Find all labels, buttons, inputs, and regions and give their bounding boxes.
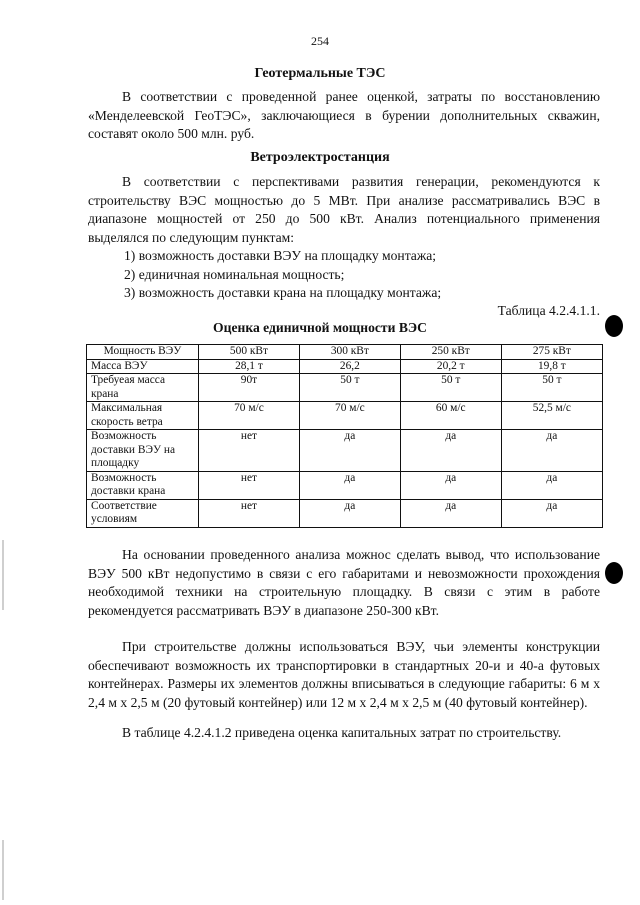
table-title: Оценка единичной мощности ВЭС: [213, 320, 427, 335]
table-row-label: Возможность доставки крана: [87, 471, 199, 499]
table-header-cell: 300 кВт: [299, 345, 400, 360]
table-row-label: Возможность доставки ВЭУ на площадку: [87, 430, 199, 472]
table-cell: да: [299, 430, 400, 472]
table-row-label: Требуеая масса крана: [87, 374, 199, 402]
table-header-cell: 250 кВт: [400, 345, 501, 360]
table-cell: 52,5 м/с: [501, 402, 602, 430]
table-cell: да: [400, 471, 501, 499]
table-cell: нет: [199, 430, 300, 472]
table-cell: 26,2: [299, 359, 400, 374]
scan-edge-mark: [2, 540, 4, 610]
table-row: [87, 471, 603, 499]
criteria-list: [124, 247, 441, 303]
paragraph-geothermal: В соответствии с проведенной ранее оценкой, затраты по восстановлению «Менделеевской ГеоТЭС», заключающиеся в бурении дополнительных скважин, составят около 500 млн. руб.: [88, 89, 600, 142]
scan-edge-mark: [2, 840, 4, 900]
table-cell: 70 м/с: [199, 402, 300, 430]
table-row: [87, 402, 603, 430]
table-cell: да: [299, 471, 400, 499]
list-item: 1) возможность доставки ВЭУ на площадку монтажа;: [124, 248, 437, 263]
table-cell: 19,8 т: [501, 359, 602, 374]
table-row: [87, 430, 603, 472]
table-header-cell: 275 кВт: [501, 345, 602, 360]
table-cell: 20,2 т: [400, 359, 501, 374]
heading-wind: Ветроэлектростанция: [250, 150, 390, 165]
table-row-label: Максимальная скорость ветра: [87, 402, 199, 430]
table-row: [87, 374, 603, 402]
paragraph-capital-costs: В таблице 4.2.4.1.2 приведена оценка капитальных затрат по строительству.: [122, 725, 562, 740]
power-assessment-table: [86, 344, 603, 528]
table-cell: да: [501, 499, 602, 527]
table-cell: 50 т: [501, 374, 602, 402]
table-header-cell: Мощность ВЭУ: [87, 345, 199, 360]
page-number: 254: [311, 34, 329, 48]
scan-dot-mark: [605, 562, 623, 584]
table-row: [87, 499, 603, 527]
table-cell: да: [400, 499, 501, 527]
table-row-label: Масса ВЭУ: [87, 359, 199, 374]
table-cell: 90т: [199, 374, 300, 402]
table-row-label: Соответствие условиям: [87, 499, 199, 527]
table-cell: да: [299, 499, 400, 527]
table-cell: 50 т: [400, 374, 501, 402]
paragraph-conclusion: На основании проведенного анализа можнос сделать вывод, что использование ВЭУ 500 кВт недопустимо в связи с его габаритами и невозможности прохождения необходимой техники на строительную площадку. В связи с этим в работе рекомендуется рассматривать ВЭУ в диапазоне 250-300 кВт.: [88, 547, 600, 618]
paragraph-wind: В соответствии с перспективами развития генерации, рекомендуются к строительству ВЭС мощностью до 5 МВт. При анализе рассматривались ВЭС в диапазоне мощностей от 250 до 500 кВт. Анализ потенциального применения выделялся по следующим пунктам:: [88, 174, 600, 245]
heading-geothermal: Геотермальные ТЭС: [254, 66, 386, 81]
table-cell: да: [501, 430, 602, 472]
table-cell: 60 м/с: [400, 402, 501, 430]
list-item: 3) возможность доставки крана на площадку монтажа;: [124, 285, 442, 301]
table-cell: да: [400, 430, 501, 472]
table-row: [87, 359, 603, 374]
list-item: 2) единичная номинальная мощность;: [124, 266, 345, 282]
table-cell: нет: [199, 471, 300, 499]
table-cell: 70 м/с: [299, 402, 400, 430]
table-cell: нет: [199, 499, 300, 527]
table-cell: 28,1 т: [199, 359, 300, 374]
table-header-row: [87, 345, 603, 360]
table-number: Таблица 4.2.4.1.1.: [497, 303, 600, 318]
table-cell: да: [501, 471, 602, 499]
table-header-cell: 500 кВт: [199, 345, 300, 360]
table-cell: 50 т: [299, 374, 400, 402]
paragraph-containers: При строительстве должны использоваться ВЭУ, чьи элементы конструкции обеспечивают возможность их транспортировки в стандартных 20-и и 40-а футовых контейнерах. Размеры их элементов должны вписываться в следующие габариты: 6 м х 2,4 м х 2,5 м (20 футовый контейнер) или 12 м х 2,4 м х 2,5 м (40 футовый контейнер).: [88, 639, 600, 710]
